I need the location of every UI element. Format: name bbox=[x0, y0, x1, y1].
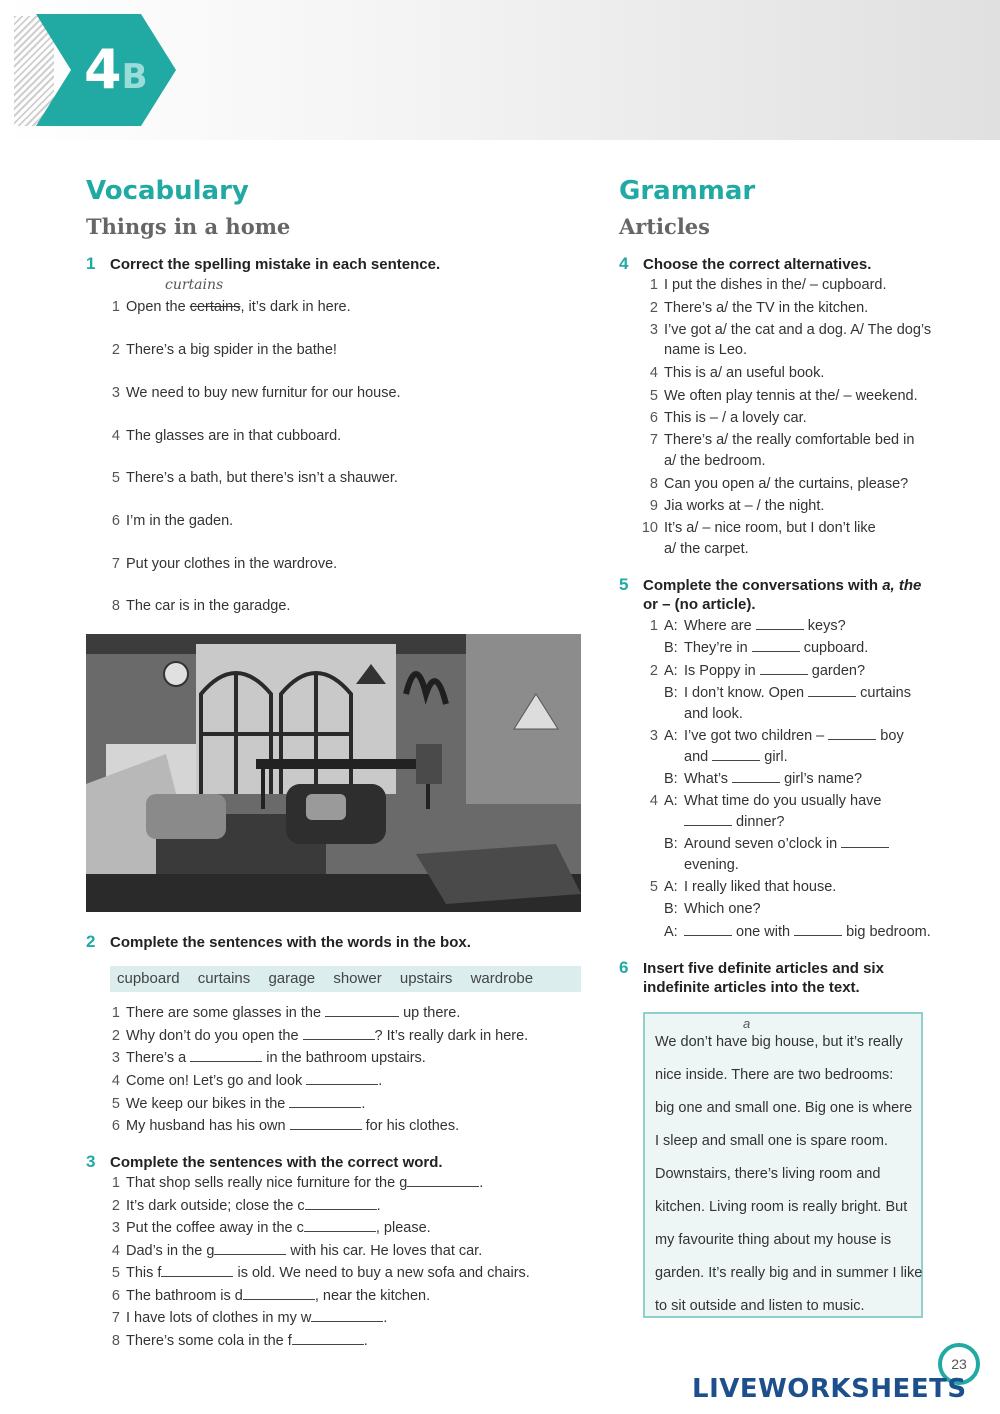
list-item: 4 This is a/ an useful book. bbox=[649, 365, 825, 381]
list-item: and look. bbox=[684, 706, 743, 722]
list-item: 3 I’ve got a/ the cat and a dog. A/ The dog’s bbox=[649, 322, 932, 338]
word-box-item: cupboard bbox=[117, 970, 180, 987]
list-item: 2 Why don’t do you open the ? It’s really dark in here. bbox=[111, 1028, 529, 1044]
list-item: 4 A: What time do you usually have bbox=[649, 793, 882, 809]
list-item: 5 We keep our bikes in the . bbox=[111, 1096, 366, 1112]
exercise-instruction: Complete the conversations with bbox=[643, 577, 883, 594]
answer-blank[interactable] bbox=[161, 1265, 233, 1277]
answer-blank[interactable] bbox=[304, 1220, 376, 1232]
liveworksheets-logo: LIVEWORKSHEETS bbox=[692, 1374, 967, 1404]
speaker-label: B: bbox=[664, 640, 678, 656]
struck-word: certains bbox=[189, 299, 241, 315]
answer-blank[interactable] bbox=[289, 1096, 361, 1108]
list-item: 3 Put the coffee away in the c , please. bbox=[111, 1220, 431, 1236]
word-box-item: upstairs bbox=[399, 970, 453, 987]
list-item: 2 There’s a/ the TV in the kitchen. bbox=[649, 300, 869, 316]
speaker-label: B: bbox=[664, 685, 678, 701]
exercise-instruction: Complete the sentences with the words in the box. bbox=[110, 934, 471, 951]
answer-blank[interactable] bbox=[732, 771, 780, 783]
list-item: B: Which one? bbox=[664, 901, 761, 917]
exercise-2-heading bbox=[86, 932, 471, 952]
text-line: nice inside. There are two bedrooms: bbox=[655, 1067, 894, 1083]
text-line: my favourite thing about my house is bbox=[655, 1232, 892, 1248]
list-item: 7 Put your clothes in the wardrove. bbox=[111, 556, 338, 572]
exercise-instruction-italic: a, the bbox=[882, 577, 922, 594]
list-item: 6 This is – / a lovely car. bbox=[649, 410, 807, 426]
list-item: A: one with big bedroom. bbox=[664, 924, 931, 940]
exercise-instruction: Correct the spelling mistake in each sentence. bbox=[110, 256, 441, 273]
exercise-instruction: Choose the correct alternatives. bbox=[643, 256, 872, 273]
vocabulary-title: Vocabulary bbox=[86, 176, 249, 206]
list-item: 4 Come on! Let’s go and look . bbox=[111, 1073, 383, 1089]
word-box-item: garage bbox=[268, 970, 316, 987]
list-item: evening. bbox=[684, 857, 739, 873]
speaker-label: A: bbox=[664, 663, 678, 679]
list-item: B: Around seven o’clock in bbox=[638, 836, 889, 852]
speaker-label: A: bbox=[664, 793, 678, 809]
text-line: big one and small one. Big one is where bbox=[655, 1100, 913, 1116]
answer-blank[interactable] bbox=[841, 836, 889, 848]
list-item: a/ the bedroom. bbox=[664, 453, 766, 469]
article-text-box bbox=[643, 1012, 923, 1318]
vocabulary-subtitle: Things in a home bbox=[86, 214, 291, 239]
answer-blank[interactable] bbox=[311, 1310, 383, 1322]
grammar-title: Grammar bbox=[619, 176, 756, 206]
answer-blank[interactable] bbox=[407, 1175, 479, 1187]
text-line: to sit outside and listen to music. bbox=[655, 1298, 865, 1314]
list-item: 5 A: I really liked that house. bbox=[649, 879, 837, 895]
list-item: 8 The car is in the garadge. bbox=[111, 598, 291, 614]
text-line: We don’t have big house, but it’s really bbox=[655, 1034, 903, 1050]
list-item: 3 A: I’ve got two children – boy bbox=[649, 728, 904, 744]
exercise-5-heading-cont: or – (no article). bbox=[643, 596, 756, 613]
text-line: Downstairs, there’s living room and bbox=[655, 1166, 881, 1182]
text-line: kitchen. Living room is really bright. But bbox=[655, 1199, 908, 1215]
answer-blank[interactable] bbox=[828, 728, 876, 740]
exercise-instruction: Complete the sentences with the correct word. bbox=[110, 1154, 443, 1171]
answer-blank[interactable] bbox=[190, 1050, 262, 1062]
list-item: 6 I’m in the gaden. bbox=[111, 513, 234, 529]
list-item: 4 Dad’s in the g with his car. He loves that car. bbox=[111, 1243, 483, 1259]
text-line: I sleep and small one is spare room. bbox=[655, 1133, 888, 1149]
exercise-4-heading bbox=[619, 254, 871, 274]
list-item: and girl. bbox=[684, 749, 788, 765]
answer-blank[interactable] bbox=[712, 749, 760, 761]
answer-blank[interactable] bbox=[756, 618, 804, 630]
answer-blank[interactable] bbox=[684, 924, 732, 936]
correction-word: curtains bbox=[165, 277, 224, 293]
speaker-label: A: bbox=[664, 618, 678, 634]
grammar-subtitle: Articles bbox=[619, 214, 710, 239]
list-item: 3 We need to buy new furnitur for our house. bbox=[111, 385, 401, 401]
list-item: 1 Open the certains, it’s dark in here. bbox=[111, 299, 351, 315]
answer-blank[interactable] bbox=[684, 814, 732, 826]
list-item: B: I don’t know. Open curtains bbox=[664, 685, 911, 701]
answer-blank[interactable] bbox=[243, 1288, 315, 1300]
exercise-6-heading-cont: indefinite articles into the text. bbox=[643, 979, 860, 996]
exercise-6-heading bbox=[619, 958, 884, 978]
list-item: 2 A: Is Poppy in garden? bbox=[649, 663, 866, 679]
list-item: 6 The bathroom is d , near the kitchen. bbox=[111, 1288, 431, 1304]
speaker-label: B: bbox=[664, 771, 678, 787]
unit-label bbox=[84, 40, 148, 107]
answer-blank[interactable] bbox=[808, 685, 856, 697]
answer-blank[interactable] bbox=[303, 1028, 375, 1040]
exercise-number: 5 bbox=[619, 575, 629, 594]
word-box-item: curtains bbox=[197, 970, 251, 987]
word-box-item: shower bbox=[333, 970, 382, 987]
list-item: B: What’s girl’s name? bbox=[664, 771, 863, 787]
list-item: 8 There’s some cola in the f . bbox=[111, 1333, 368, 1349]
speaker-label: A: bbox=[664, 728, 678, 744]
list-item: 7 There’s a/ the really comfortable bed in bbox=[649, 432, 915, 448]
exercise-number: 3 bbox=[86, 1152, 96, 1171]
list-item: 1 That shop sells really nice furniture for the g . bbox=[111, 1175, 484, 1191]
list-item: 5 We often play tennis at the/ – weekend. bbox=[649, 388, 918, 404]
list-item: B: They’re in cupboard. bbox=[664, 640, 869, 656]
speaker-label: A: bbox=[664, 879, 678, 895]
answer-blank[interactable] bbox=[794, 924, 842, 936]
answer-blank[interactable] bbox=[760, 663, 808, 675]
answer-blank[interactable] bbox=[305, 1198, 377, 1210]
word-box bbox=[110, 966, 581, 992]
answer-blank[interactable] bbox=[292, 1333, 364, 1345]
answer-blank[interactable] bbox=[752, 640, 800, 652]
list-item: 8 Can you open a/ the curtains, please? bbox=[649, 476, 909, 492]
unit-number: 4 bbox=[84, 38, 122, 101]
list-item: 10 It’s a/ – nice room, but I don’t like bbox=[641, 520, 876, 536]
exercise-number: 1 bbox=[86, 254, 96, 273]
unit-letter: B bbox=[121, 57, 148, 97]
list-item: 1 I put the dishes in the/ – cupboard. bbox=[649, 277, 887, 293]
text-line: garden. It’s really big and in summer I like bbox=[655, 1265, 923, 1281]
exercise-5-heading bbox=[619, 575, 921, 595]
list-item: 7 I have lots of clothes in my w . bbox=[111, 1310, 388, 1326]
exercise-number: 4 bbox=[619, 254, 629, 273]
list-item: 1 A: Where are keys? bbox=[649, 618, 846, 634]
list-item: 1 There are some glasses in the up there. bbox=[111, 1005, 461, 1021]
answer-blank[interactable] bbox=[214, 1243, 286, 1255]
answer-blank[interactable] bbox=[290, 1118, 362, 1130]
speaker-label: B: bbox=[664, 901, 678, 917]
answer-blank[interactable] bbox=[325, 1005, 399, 1017]
answer-blank[interactable] bbox=[306, 1073, 378, 1085]
list-item: name is Leo. bbox=[664, 342, 748, 358]
living-room-photo bbox=[86, 634, 581, 912]
speaker-label: B: bbox=[664, 836, 678, 852]
list-item: 9 Jia works at – / the night. bbox=[649, 498, 825, 514]
list-item: 3 There’s a in the bathroom upstairs. bbox=[111, 1050, 426, 1066]
exercise-number: 2 bbox=[86, 932, 96, 951]
exercise-instruction: Insert five definite articles and six bbox=[643, 960, 884, 977]
list-item: dinner? bbox=[638, 814, 784, 830]
room-illustration bbox=[86, 634, 581, 912]
exercise-1-heading bbox=[86, 254, 440, 274]
exercise-number: 6 bbox=[619, 958, 629, 977]
speaker-label: A: bbox=[664, 924, 678, 940]
list-item: 2 There’s a big spider in the bathe! bbox=[111, 342, 337, 358]
list-item: 2 It’s dark outside; close the c . bbox=[111, 1198, 381, 1214]
page-number: 23 bbox=[938, 1343, 980, 1385]
word-box-item: wardrobe bbox=[470, 970, 534, 987]
list-item: 5 There’s a bath, but there’s isn’t a shauwer. bbox=[111, 470, 398, 486]
exercise-3-heading bbox=[86, 1152, 443, 1172]
list-item: 4 The glasses are in that cubboard. bbox=[111, 428, 342, 444]
list-item: 6 My husband has his own for his clothes. bbox=[111, 1118, 460, 1134]
list-item: a/ the carpet. bbox=[664, 541, 749, 557]
list-item: 5 This f is old. We need to buy a new sofa and chairs. bbox=[111, 1265, 530, 1281]
inserted-article: a bbox=[743, 1016, 751, 1031]
